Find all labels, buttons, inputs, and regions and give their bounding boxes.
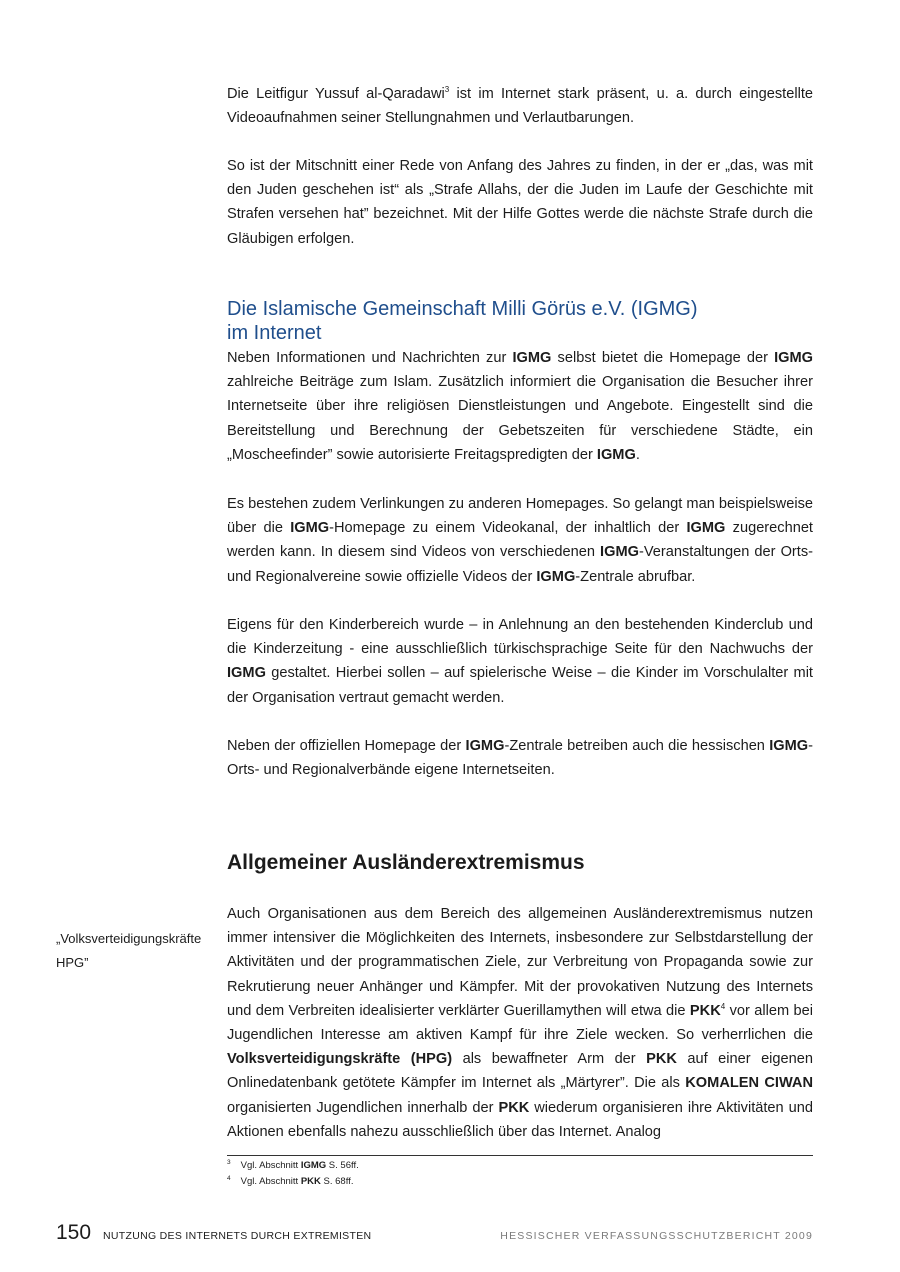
footnote-3 [227,1158,813,1174]
footnote-divider [227,1155,813,1156]
heading-igmg-line1: Die Islamische Gemeinschaft Milli Görüs e.V. (IGMG) [227,298,698,320]
para5-text: gestaltet. Hierbei sollen – auf spielerische Weise – die Kinder im Vorschulalter mit der Organisation vertraut gemacht werden. [227,665,813,706]
paragraph-qaradawi [227,82,813,130]
footnote-number: 3 [227,1159,231,1166]
term-igmg: IGMG [769,738,809,754]
margin-note-line1: „Volksverteidigungskräfte [56,931,202,946]
footnote-4 [227,1174,813,1190]
para7-text: vor allem bei Jugendlichen Interesse am aktiven Kampf für ihre Ziele wecken. So verherrlichen die [227,1002,813,1044]
term-hpg: Volksverteidigungskräfte (HPG) [227,1051,453,1068]
para1-text-cont: ist im Internet stark präsent, u. a. durch eingestellte Videoaufnahmen seiner Stellungnahmen und Verlautbarungen. [227,86,814,127]
para4-text: Es bestehen zudem Verlinkungen zu anderen Homepages. So gelangt man beispielsweise über die [227,496,813,537]
para6-text: -Zentrale betreiben auch die hessischen [504,738,770,754]
term-komalen-ciwan: KOMALEN CIWAN [685,1075,813,1092]
para3-text: zahlreiche Beiträge zum Islam. Zusätzlich informiert die Organisation die Besucher ihrer Internetseite über ihre religiösen Dienstleistungen und Angebote. Eingestellt sind die Bereitstellung und Berechnung der Gebetszeiten für verschiedene Städte, ein „Moscheefinder” sowie autorisierte Freitagspredigten der [227,374,813,463]
paragraph-homepage [227,346,813,467]
footer-chapter-title: NUTZUNG DES INTERNETS DURCH EXTREMISTEN [103,1230,372,1242]
para6-text: -Orts- und Regionalverbände eigene Internetseiten. [227,738,813,779]
para6-text: Neben der offiziellen Homepage der [227,738,466,754]
para7-text: organisierten Jugendlichen innerhalb der [227,1099,499,1116]
para3-text: selbst bietet die Homepage der [551,350,775,366]
term-igmg: IGMG [290,520,330,537]
term-igmg: IGMG [686,520,726,537]
margin-note-line2: HPG” [56,955,89,970]
para1-text: Die Leitfigur Yussuf al-Qaradawi [227,86,445,102]
paragraph-children [227,613,813,710]
paragraph-regional [227,734,813,782]
para4-text: zugerechnet werden kann. In diesem sind Videos von verschiedenen [227,520,813,561]
para4-text: -Zentrale abrufbar. [575,568,696,585]
term-igmg: IGMG [596,446,636,463]
heading-auslaenderextremismus: Allgemeiner Ausländerextremismus [227,851,585,874]
footnote-ref-3[interactable]: 3 [444,85,450,94]
paragraph-extremism [227,902,813,1144]
para4-text: -Homepage zu einem Videokanal, der inhaltlich der [329,520,687,537]
paragraph-speech [227,154,813,251]
heading-igmg-line2: im Internet [227,322,322,344]
term-igmg: IGMG [774,350,813,366]
term-pkk: PKK [498,1099,530,1116]
term-igmg: IGMG [512,350,552,366]
term-igmg: IGMG [465,738,505,754]
section-heading-auslaenderextremismus [227,850,813,876]
para2-text: So ist der Mitschnitt einer Rede von Anfang des Jahres zu finden, in der er „das, was mit den Juden geschehen ist“ als „Strafe Allahs, der die Juden im Laufe der Geschichte mit Strafen versehen hat” bezeichnet. Mit der Hilfe Gottes werde die nächste Strafe durch die Gläubigen erfolgen. [227,158,813,247]
para7-text: als bewaffneter Arm der [452,1051,647,1068]
footnotes [227,1158,813,1190]
para5-text: Eigens für den Kinderbereich wurde – in Anlehnung an den bestehenden Kinderclub und die Kinderzeitung - eine ausschließlich türkischsprachige Seite für den Nachwuchs der [227,617,813,658]
term-igmg: IGMG [600,544,639,561]
term-pkk: PKK [646,1051,677,1068]
footnote-text: Vgl. Abschnitt [240,1176,301,1187]
para7-text: wiederum organisieren ihre Aktivitäten und Aktionen ebenfalls nahezu ausschließlich über das Internet. Analog [227,1099,813,1140]
term-pkk: PKK [689,1002,721,1019]
para7-text: Auch Organisationen aus dem Bereich des allgemeinen Ausländerextremismus nutzen immer intensiver die Möglichkeiten des Internets, insbesondere zur Selbstdarstellung der Aktivitäten und der programmatischen Ziele, zur Verbreitung von Propaganda sowie zur Rekrutierung neuer Anhänger und Kämpfer. Mit der provokativen Nutzung des Internets und dem Verbreiten idealisierter verklärter Guerillamythen will etwa die [227,906,813,1019]
para3-text: Neben Informationen und Nachrichten zur [227,350,513,366]
term-igmg: IGMG [227,665,266,682]
footnote-ref-4[interactable]: 4 [720,1001,726,1011]
section-heading-igmg [227,297,813,345]
para7-text: auf einer eigenen Onlinedatenbank getötete Kämpfer im Internet als „Märtyrer”. Die als [227,1051,814,1092]
page-number: 150 [56,1221,92,1244]
footnote-term: IGMG [300,1160,327,1171]
para4-text: -Veranstaltungen der Orts- und Regionalvereine sowie offizielle Videos der [227,544,813,585]
footnote-text: S. 56ff. [326,1160,359,1171]
paragraph-links [227,492,813,589]
footnote-text: Vgl. Abschnitt [240,1160,301,1171]
footnote-term: PKK [300,1176,321,1187]
footnote-number: 4 [227,1175,231,1182]
term-igmg: IGMG [536,568,576,585]
para3-text: . [635,446,640,463]
footer-report-title: HESSISCHER VERFASSUNGSSCHUTZBERICHT 2009 [500,1230,813,1242]
margin-note-hpg [56,927,206,975]
footnote-text: S. 68ff. [320,1176,354,1187]
